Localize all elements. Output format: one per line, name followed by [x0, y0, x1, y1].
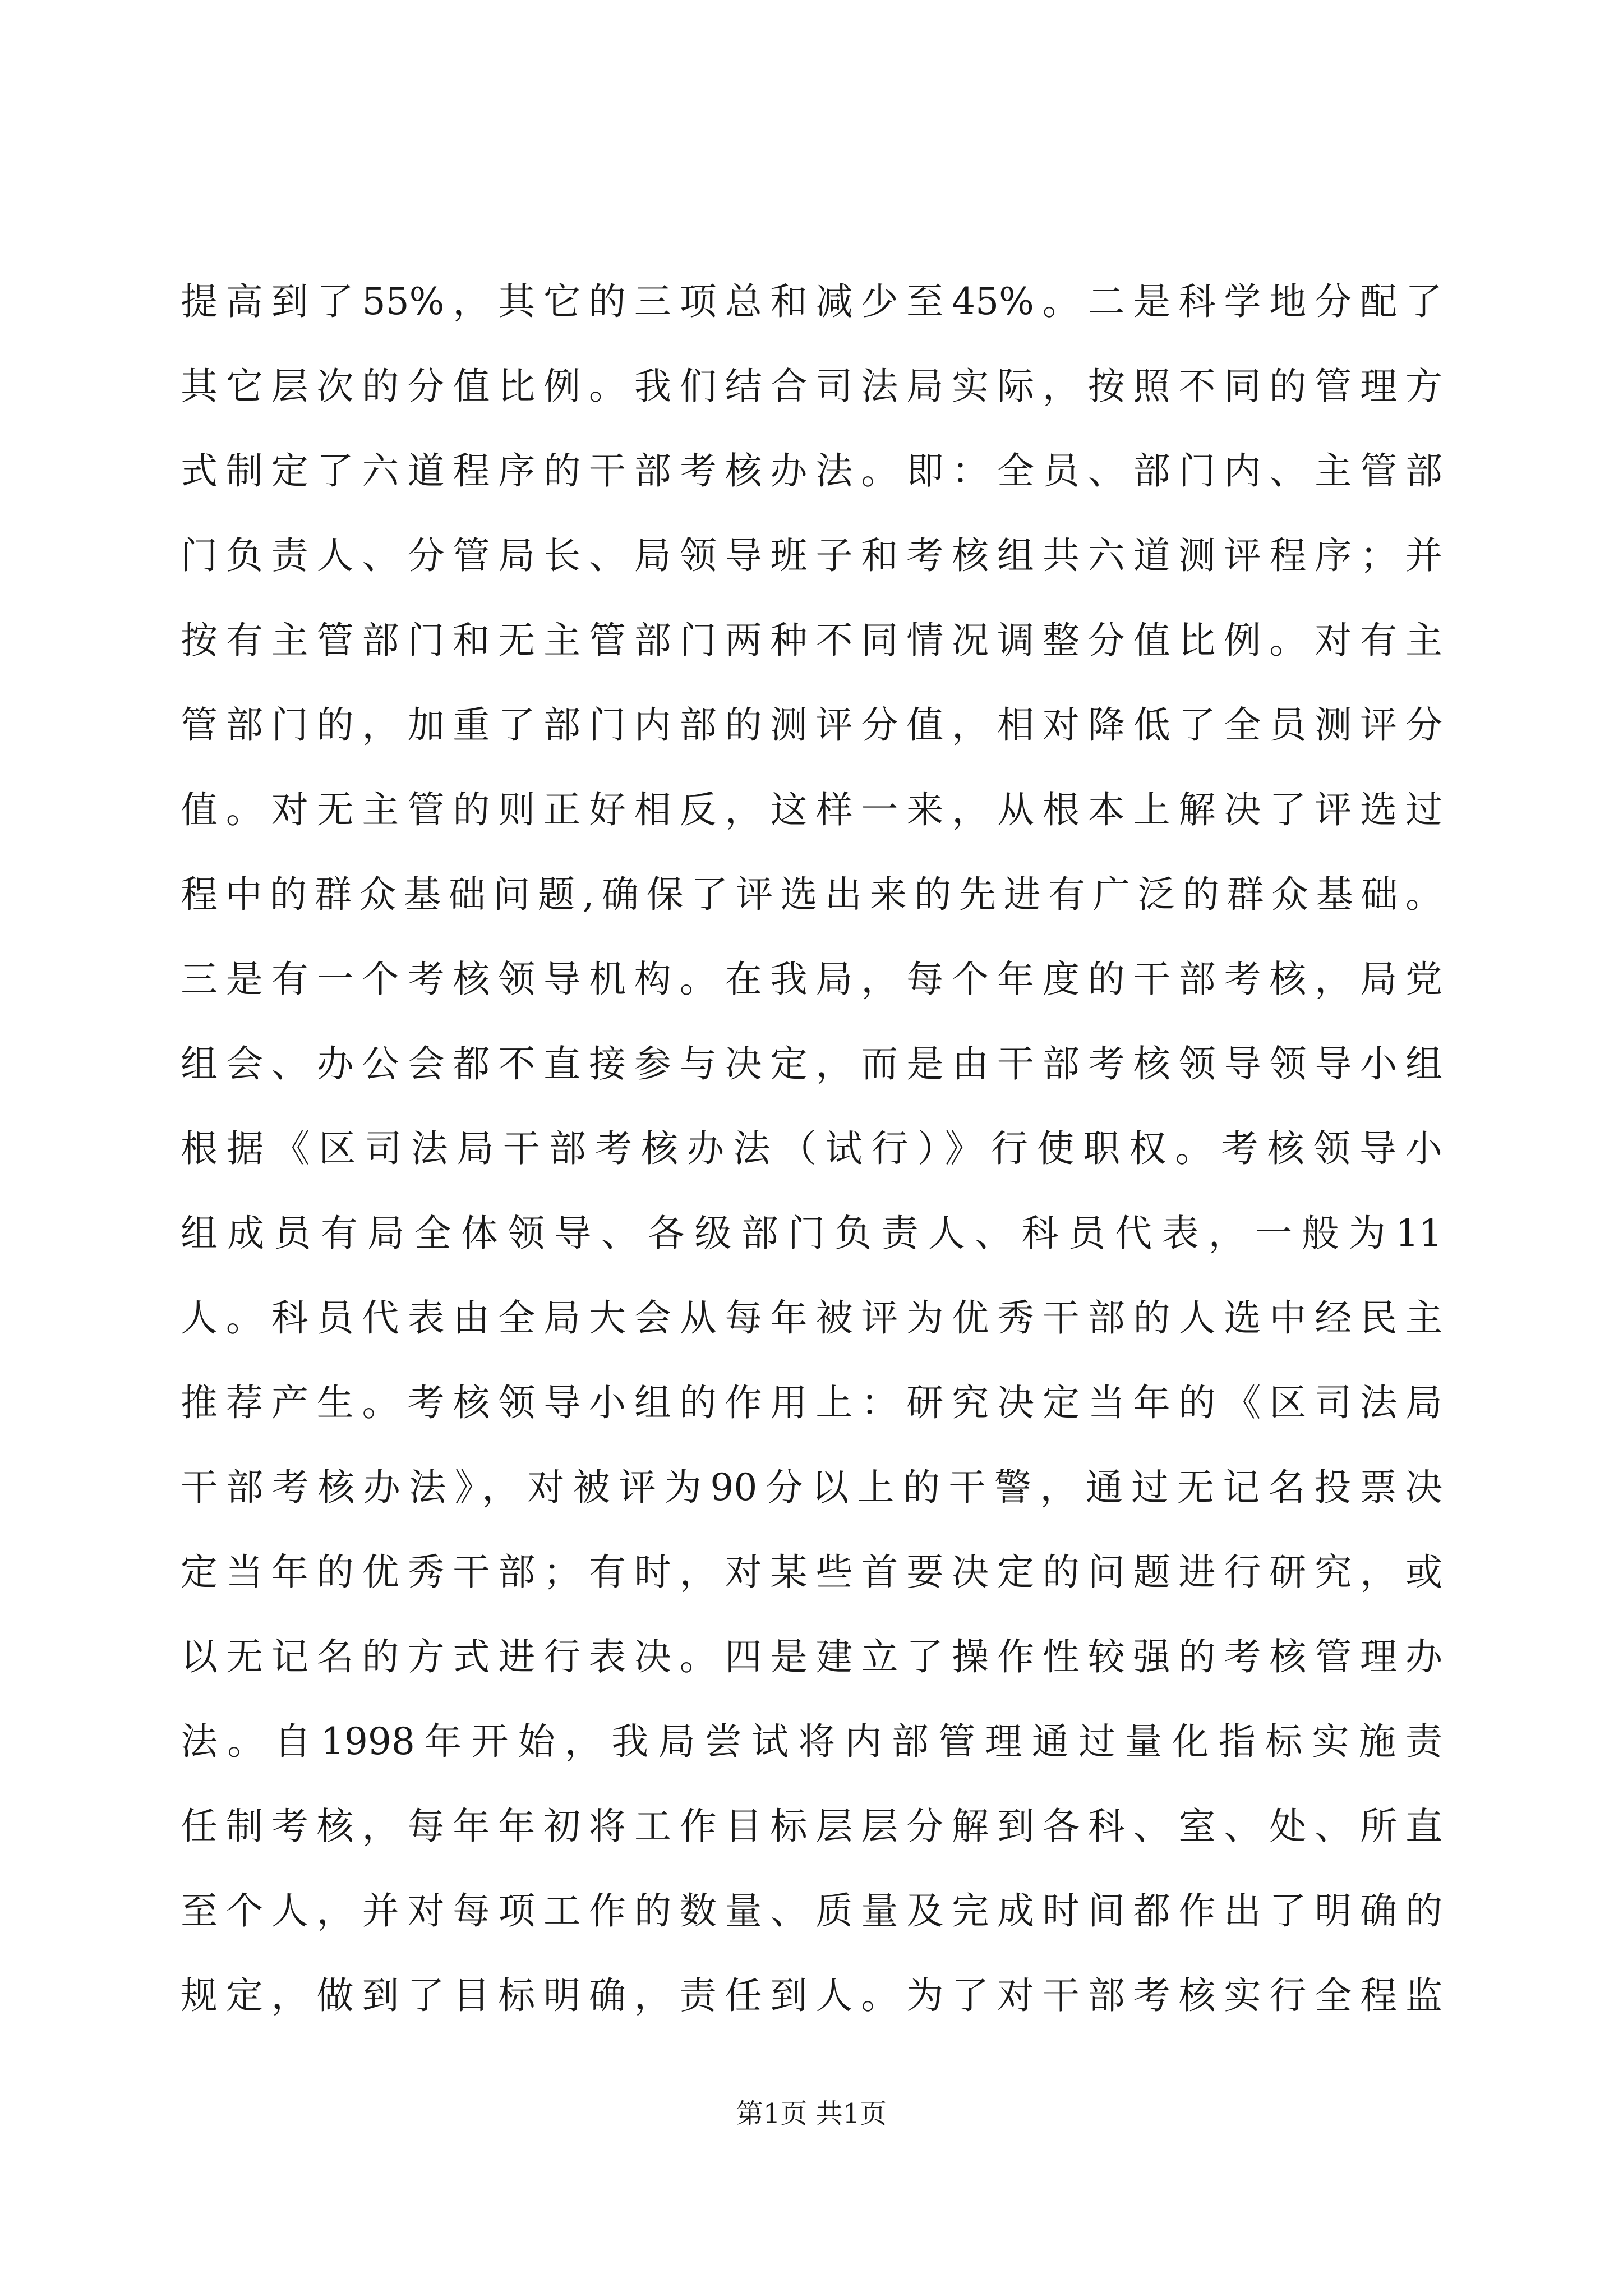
text-line: 提高到了55%，其它的三项总和减少至45%。二是科学地分配了 — [181, 280, 1442, 323]
text-line: 以无记名的方式进行表决。四是建立了操作性较强的考核管理办 — [181, 1635, 1442, 1678]
text-line: 推荐产生。考核领导小组的作用上：研究决定当年的《区司法局 — [181, 1381, 1442, 1424]
text-line: 组会、办公会都不直接参与决定，而是由干部考核领导领导小组 — [181, 1042, 1442, 1085]
text-line: 式制定了六道程序的干部考核办法。即：全员、部门内、主管部 — [181, 449, 1442, 493]
text-line: 门负责人、分管局长、局领导班子和考核组共六道测评程序；并 — [181, 534, 1442, 577]
text-line: 规定，做到了目标明确，责任到人。为了对干部考核实行全程监 — [181, 1974, 1442, 2017]
body-text — [181, 259, 1442, 2038]
page-footer: 第1页 共1页 — [736, 2098, 887, 2129]
text-line: 根据《区司法局干部考核办法（试行）》行使职权。考核领导小 — [181, 1127, 1442, 1170]
text-line: 法。自1998年开始，我局尝试将内部管理通过量化指标实施责 — [181, 1720, 1442, 1763]
text-line: 按有主管部门和无主管部门两种不同情况调整分值比例。对有主 — [181, 619, 1442, 662]
text-line: 其它层次的分值比例。我们结合司法局实际，按照不同的管理方 — [181, 365, 1442, 408]
text-line: 管部门的，加重了部门内部的测评分值，相对降低了全员测评分 — [181, 703, 1442, 747]
text-line: 定当年的优秀干部；有时，对某些首要决定的问题进行研究，或 — [181, 1550, 1442, 1594]
text-line: 干部考核办法》，对被评为90分以上的干警，通过无记名投票决 — [181, 1466, 1442, 1509]
text-line: 三是有一个考核领导机构。在我局，每个年度的干部考核，局党 — [181, 958, 1442, 1001]
text-line: 人。科员代表由全局大会从每年被评为优秀干部的人选中经民主 — [181, 1296, 1442, 1340]
text-line: 组成员有局全体领导、各级部门负责人、科员代表，一般为11 — [181, 1212, 1442, 1255]
text-line: 任制考核，每年年初将工作目标层层分解到各科、室、处、所直 — [181, 1805, 1442, 1848]
text-line: 至个人，并对每项工作的数量、质量及完成时间都作出了明确的 — [181, 1889, 1442, 1932]
text-line: 程中的群众基础问题,确保了评选出来的先进有广泛的群众基础。 — [181, 873, 1442, 916]
text-line: 值。对无主管的则正好相反，这样一来，从根本上解决了评选过 — [181, 788, 1442, 831]
